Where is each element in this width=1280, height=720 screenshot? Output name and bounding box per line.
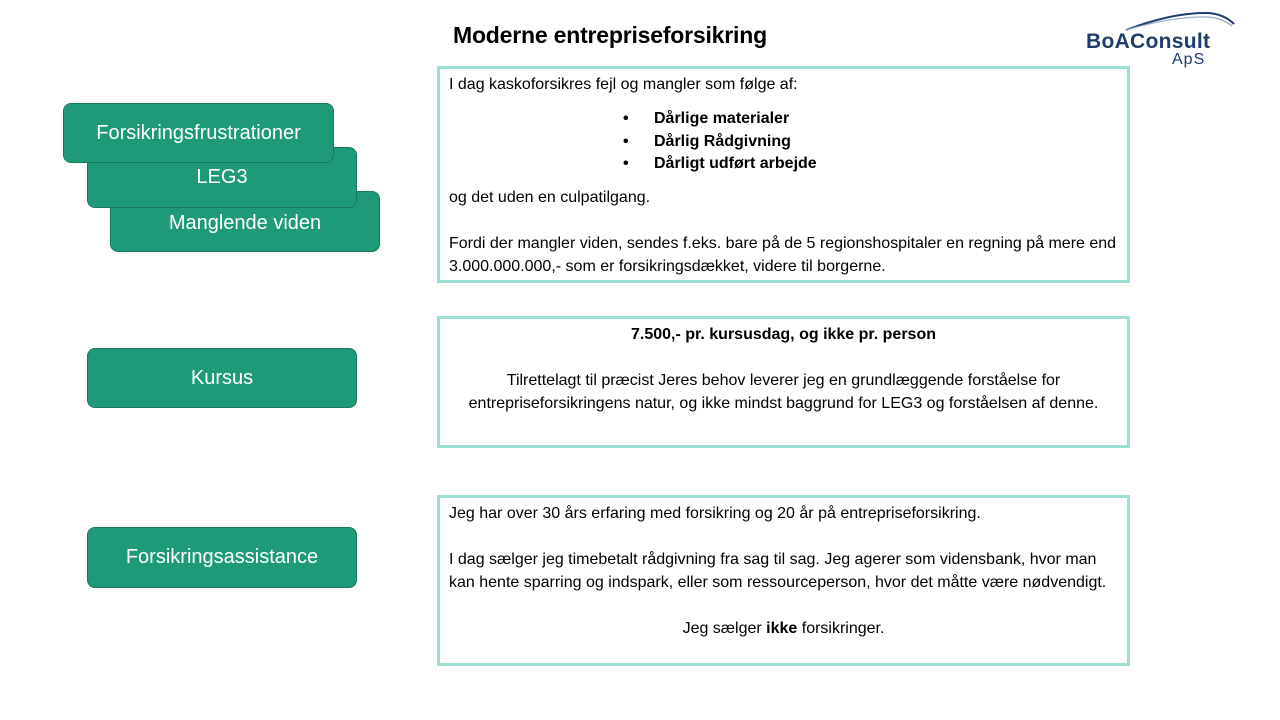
pill-manglende-viden[interactable]: Manglende viden — [110, 191, 380, 252]
logo-name: BoAConsult — [1086, 30, 1211, 53]
bullet-item: • Dårlig Rådgivning — [623, 131, 1118, 154]
box2-paragraph: Tilrettelagt til præcist Jeres behov leverer jeg en grundlæggende forståelse for entrepriseforsikringens natur, og ikke mindst baggrund for LEG3 og forståelsen af denne. — [468, 372, 1099, 412]
bullet-item: • Dårligt udført arbejde — [623, 153, 1118, 176]
box-kursus — [437, 316, 1130, 448]
closing-text-post: forsikringer. — [797, 620, 885, 637]
box1-paragraph: Fordi der mangler viden, sendes f.eks. bare på de 5 regionshospitaler en regning på mere end 3.000.000.000,- som er forsikringsdækket, videre til borgerne. — [449, 234, 1117, 275]
company-logo — [1084, 10, 1244, 72]
pill-kursus[interactable]: Kursus — [87, 348, 357, 408]
pill-leg3[interactable]: LEG3 — [87, 147, 357, 208]
box-assistance — [437, 495, 1130, 666]
roof-arc-icon — [1124, 10, 1236, 32]
box1-after: og det uden en culpatilgang. — [449, 188, 651, 206]
box1-intro: I dag kaskoforsikres fejl og mangler som følge af: — [449, 76, 798, 93]
closing-text-bold: ikke — [766, 620, 798, 637]
bullet-item: • Dårlige materialer — [623, 108, 1118, 131]
box1-bullet-list — [449, 108, 1118, 176]
page-title: Moderne entrepriseforsikring — [453, 22, 767, 48]
box2-heading: 7.500,- pr. kursusdag, og ikke pr. person — [631, 326, 936, 343]
logo-suffix: ApS — [1172, 51, 1206, 68]
pill-forsikringsfrustrationer[interactable]: Forsikringsfrustrationer — [63, 103, 334, 163]
box3-paragraph-2: I dag sælger jeg timebetalt rådgivning fra sag til sag. Jeg agerer som vidensbank, hvor man kan hente sparring og indspark, eller som ressourceperson, hvor det måtte være nødvendigt. — [449, 551, 1107, 591]
box3-closing — [449, 617, 1118, 640]
closing-text-pre: Jeg sælger — [682, 620, 767, 637]
box3-paragraph-1: Jeg har over 30 års erfaring med forsikring og 20 år på entrepriseforsikring. — [449, 505, 981, 522]
box-frustrations — [437, 66, 1130, 283]
pill-forsikringsassistance[interactable]: Forsikringsassistance — [87, 527, 357, 588]
